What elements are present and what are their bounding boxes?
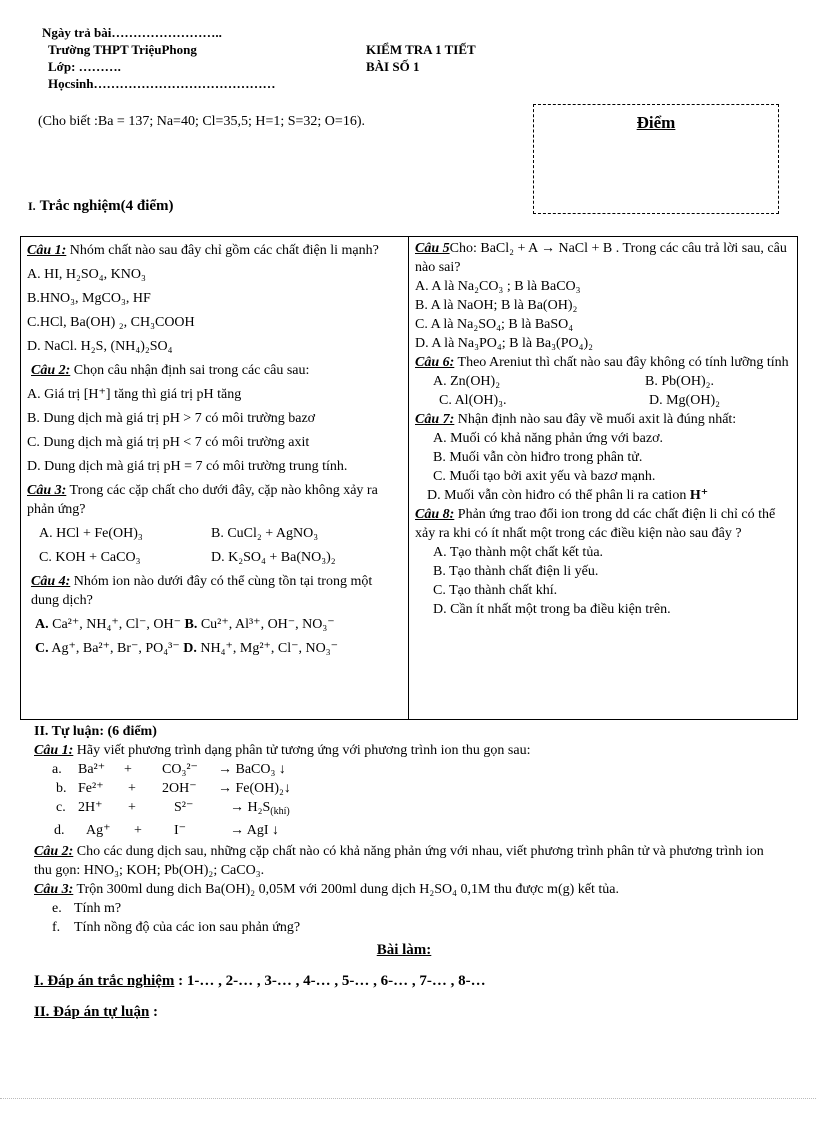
q6-label: Câu 6: xyxy=(415,355,455,370)
q1-option-d: D. NaCl. H₂S, (NH₄)₂SO₄ xyxy=(27,339,173,354)
eq-a-left1: Ba²⁺ xyxy=(78,762,106,777)
c2-label: Câu 2: xyxy=(34,844,74,859)
q2-option-c: C. Dung dịch mà giá trị pH < 7 có môi trường axit xyxy=(27,435,310,450)
q5-option-d: D. A là Na₃PO₄; B là Ba₃(PO₄)₂ xyxy=(415,336,594,351)
q7-option-d: D. Muối vẫn còn hiđro có thể phân li ra cation xyxy=(427,488,690,503)
q5-label: Câu 5 xyxy=(415,241,450,256)
equation-c xyxy=(34,798,774,821)
q2-label: Câu 2: xyxy=(31,363,71,378)
work-heading: Bài làm: xyxy=(376,942,432,958)
q4-option-c: Ag⁺, Ba²⁺, Br⁻, PO₄³⁻ xyxy=(48,641,180,656)
section1-heading xyxy=(28,197,174,215)
c1-label: Câu 1: xyxy=(34,743,74,758)
q3-label: Câu 3: xyxy=(27,483,67,498)
eq-a-plus: + xyxy=(124,762,132,777)
exam-title: KIỂM TRA 1 TIẾT xyxy=(366,42,476,57)
section1-number: I. xyxy=(28,199,36,213)
q7-option-a: A. Muối có khả năng phản ứng với bazơ. xyxy=(433,431,664,446)
c3-e-text: Tính m? xyxy=(74,901,122,916)
eq-b-plus: + xyxy=(128,781,136,796)
q3-option-c: C. KOH + CaCO₃ xyxy=(39,550,141,565)
q4-option-a-label: A. xyxy=(35,617,49,632)
class-line: Lớp: ………. xyxy=(48,59,121,74)
school-name: Trường THPT TriệuPhong xyxy=(48,42,197,57)
eq-b-right: → Fe(OH)₂↓ xyxy=(218,781,291,796)
q7-label: Câu 7: xyxy=(415,412,455,427)
eq-c-left1: 2H⁺ xyxy=(78,800,103,815)
section1-title: Trắc nghiệm(4 điểm) xyxy=(39,198,174,214)
score-box xyxy=(533,104,779,214)
score-label: Điểm xyxy=(636,113,676,132)
q2-option-a: A. Giá trị [H⁺] tăng thì giá trị pH tăng xyxy=(27,387,242,402)
eq-b-label: b. xyxy=(56,781,67,796)
q6-option-a: A. Zn(OH)₂ xyxy=(433,374,501,389)
student-line: Họcsinh…………………………………… xyxy=(48,76,276,91)
eq-c-right: → H₂S xyxy=(230,800,271,815)
exam-number: BÀI SỐ 1 xyxy=(366,59,420,74)
essay-section xyxy=(34,722,774,1022)
q8-option-d: D. Cần ít nhất một trong ba điều kiện trên. xyxy=(433,602,671,617)
q4-option-b-label: B. xyxy=(180,617,198,632)
return-date: Ngày trả bài…………………….. xyxy=(42,25,222,40)
q4-option-d-label: D. xyxy=(179,641,197,656)
q3-text: Trong các cặp chất cho dưới đây, cặp nào không xảy ra phản ứng? xyxy=(27,483,378,517)
c3-e-label: e. xyxy=(52,901,62,916)
c1-text: Hãy viết phương trình dạng phân tử tương ứng với phương trình ion thu gọn sau: xyxy=(73,743,531,758)
answer2-label: II. Đáp án tự luận xyxy=(34,1004,150,1020)
q6-option-d: D. Mg(OH)₂ xyxy=(649,393,720,408)
eq-d-plus: + xyxy=(134,823,142,838)
right-column xyxy=(415,239,791,619)
q6-text: Theo Areniut thì chất nào sau đây không có tính lưỡng tính xyxy=(454,355,789,370)
q5-text: Cho: BaCl₂ + A → NaCl + B . Trong các câu trả lời sau, câu nào sai? xyxy=(415,241,787,275)
q7-option-b: B. Muối vẫn còn hiđro trong phân tử. xyxy=(433,450,643,465)
q4-option-a: Ca²⁺, NH₄⁺, Cl⁻, OH⁻ xyxy=(48,617,181,632)
q2-text: Chọn câu nhận định sai trong các câu sau: xyxy=(70,363,310,378)
answer2-colon: : xyxy=(149,1004,159,1020)
eq-c-label: c. xyxy=(56,800,66,815)
c3-f-text: Tính nồng độ của các ion sau phản ứng? xyxy=(74,920,301,935)
c3-f-label: f. xyxy=(52,920,61,935)
q8-option-a: A. Tạo thành một chất kết tủa. xyxy=(433,545,604,560)
q4-option-d: NH₄⁺, Mg²⁺, Cl⁻, NO₃⁻ xyxy=(196,641,339,656)
answer1-blanks: : 1-… , 2-… , 3-… , 4-… , 5-… , 6-… , 7-… , 8-… xyxy=(174,973,486,989)
q4-option-c-label: C. xyxy=(35,641,49,656)
q7-option-c: C. Muối tạo bởi axit yếu và bazơ mạnh. xyxy=(433,469,656,484)
q5-option-c: C. A là Na₂SO₄; B là BaSO₄ xyxy=(415,317,574,332)
q8-text: Phản ứng trao đổi ion trong dd các chất điện li chỉ có thể xảy ra khi có ít nhất một trong các điều kiện nào sau đây ? xyxy=(415,507,776,541)
q6-option-c: C. Al(OH)₃. xyxy=(439,393,507,408)
left-column xyxy=(27,241,401,658)
equation-a xyxy=(34,760,774,779)
q4-text: Nhóm ion nào dưới đây có thể cùng tồn tại trong một dung dịch? xyxy=(31,574,373,608)
part2-title: II. Tự luận: (6 điểm) xyxy=(34,724,157,739)
q3-option-d: D. K₂SO₄ + Ba(NO₃)₂ xyxy=(211,550,336,565)
eq-b-left2: 2OH⁻ xyxy=(162,781,197,796)
eq-a-right: → BaCO₃ ↓ xyxy=(218,762,286,777)
q1-option-b: B.HNO₃, MgCO₃, HF xyxy=(27,291,151,306)
eq-d-right: → AgI ↓ xyxy=(230,823,279,838)
eq-d-label: d. xyxy=(54,823,65,838)
equation-d xyxy=(34,821,774,840)
given-atomic-masses: (Cho biết :Ba = 137; Na=40; Cl=35,5; H=1; S=32; O=16). xyxy=(38,114,365,129)
q2-option-b: B. Dung dịch mà giá trị pH > 7 có môi trường bazơ xyxy=(27,411,316,426)
q1-option-a: A. HI, H₂SO₄, KNO₃ xyxy=(27,267,146,282)
c3-text: Trộn 300ml dung dich Ba(OH)₂ 0,05M với 200ml dung dịch H₂SO₄ 0,1M thu được m(g) kết tủa. xyxy=(73,882,619,897)
q8-label: Câu 8: xyxy=(415,507,455,522)
q1-label: Câu 1: xyxy=(27,243,67,258)
q2-option-d: D. Dung dịch mà giá trị pH = 7 có môi trường trung tính. xyxy=(27,459,348,474)
eq-b-left1: Fe²⁺ xyxy=(78,781,104,796)
multiple-choice-table xyxy=(20,236,798,720)
q7-text: Nhận định nào sau đây về muối axit là đúng nhất: xyxy=(454,412,737,427)
eq-d-left2: I⁻ xyxy=(174,823,187,838)
eq-d-left1: Ag⁺ xyxy=(86,823,111,838)
eq-c-left2: S²⁻ xyxy=(174,800,194,815)
q1-text: Nhóm chất nào sau đây chỉ gồm các chất điện li mạnh? xyxy=(66,243,379,258)
column-divider xyxy=(408,237,409,719)
q3-option-b: B. CuCl₂ + AgNO₃ xyxy=(211,526,319,541)
q1-option-c: C.HCl, Ba(OH) ₂, CH₃COOH xyxy=(27,315,195,330)
footer-divider xyxy=(0,1098,816,1099)
c3-label: Câu 3: xyxy=(34,882,74,897)
q4-label: Câu 4: xyxy=(31,574,71,589)
equation-b xyxy=(34,779,774,798)
q6-option-b: B. Pb(OH)₂. xyxy=(645,374,715,389)
answer1-label: I. Đáp án trắc nghiệm xyxy=(34,973,175,989)
eq-c-plus: + xyxy=(128,800,136,815)
eq-c-right-sub: (khí) xyxy=(270,806,290,817)
q4-option-b: Cu²⁺, Al³⁺, OH⁻, NO₃⁻ xyxy=(197,617,335,632)
q7-option-d-ion: H⁺ xyxy=(689,488,709,503)
q5-option-a: A. A là Na₂CO₃ ; B là BaCO₃ xyxy=(415,279,581,294)
q8-option-c: C. Tạo thành chất khí. xyxy=(433,583,558,598)
eq-a-label: a. xyxy=(52,762,62,777)
eq-a-left2: CO₃²⁻ xyxy=(162,762,198,777)
q5-option-b: B. A là NaOH; B là Ba(OH)₂ xyxy=(415,298,578,313)
q3-option-a: A. HCl + Fe(OH)₃ xyxy=(39,526,143,541)
q8-option-b: B. Tạo thành chất điện li yếu. xyxy=(433,564,599,579)
c2-text: Cho các dung dịch sau, những cặp chất nào có khả năng phản ứng với nhau, viết phương trình phân tử và phương trình ion thu gọn: HNO₃; KOH; Pb(OH)₂; CaCO₃. xyxy=(34,844,764,878)
